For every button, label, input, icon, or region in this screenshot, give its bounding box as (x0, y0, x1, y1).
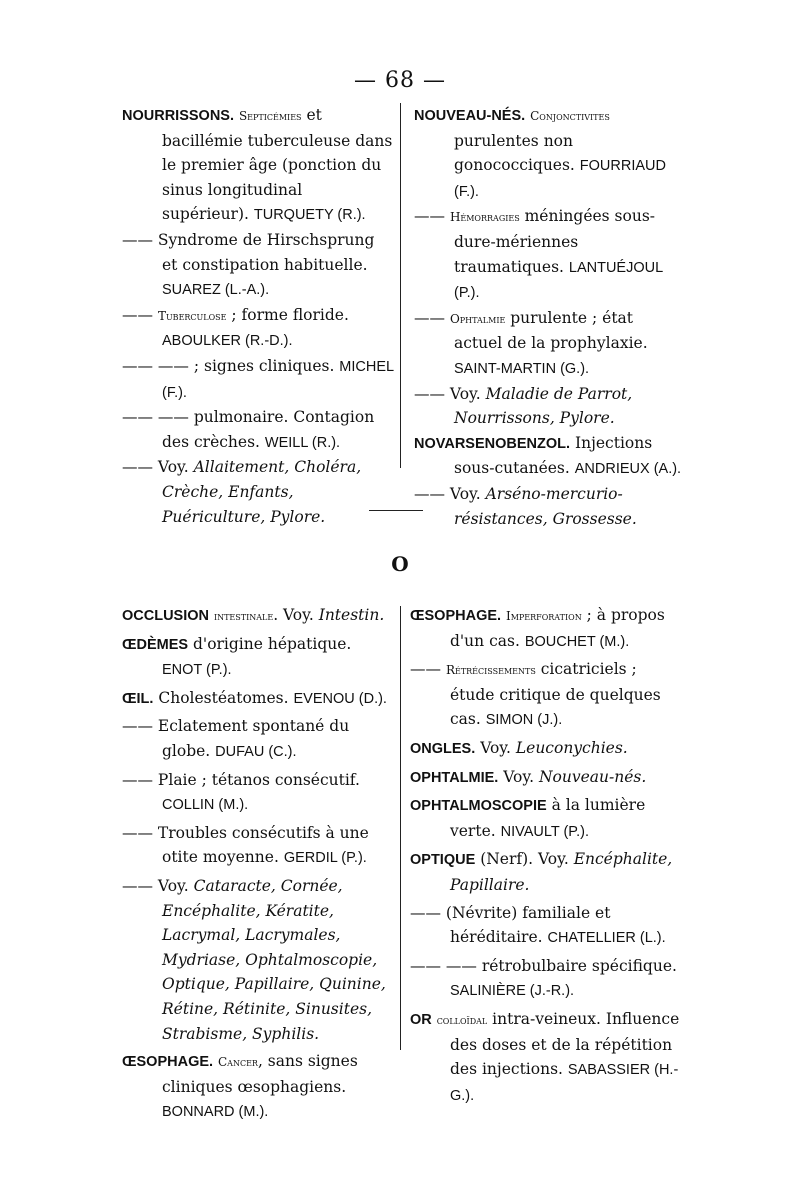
index-entry (122, 686, 394, 712)
entry-text: —— Troubles consécutifs à une otite moyenne. (122, 823, 369, 867)
entry-text: —— Voy. (414, 484, 486, 503)
cross-reference: Nouveau-nés. (538, 767, 647, 786)
author-name: EVENOU (D.). (293, 690, 387, 707)
entry-text: —— (414, 207, 450, 226)
index-column-top-left (122, 103, 394, 529)
author-name: SUAREZ (L.-A.). (162, 282, 270, 299)
index-entry (122, 405, 394, 455)
entry-text: méningées sous-dure-mériennes traumatiques. (454, 207, 656, 276)
index-entry (122, 303, 394, 354)
index-entry (414, 482, 686, 531)
index-entry (122, 714, 394, 764)
subheading: colloïdal (436, 1012, 488, 1027)
author-name: LANTUÉJOUL (P.). (454, 259, 663, 302)
index-entry (414, 103, 686, 204)
section-letter: O (391, 552, 409, 576)
author-name: BONNARD (M.). (162, 1104, 269, 1121)
entry-text: —— —— pulmonaire. Contagion des crèches. (122, 408, 375, 451)
author-name: SALINIÈRE (J.-R.). (450, 983, 575, 1000)
entry-keyword: OPHTALMOSCOPIE (410, 798, 547, 815)
author-name: FOURRIAUD (F.). (454, 158, 666, 200)
index-entry (410, 765, 682, 791)
entry-text: d'origine hépatique. (188, 634, 352, 653)
subheading: Hémorragies (449, 210, 520, 225)
entry-text: —— Eclatement spontané du globe. (122, 717, 350, 760)
author-name: DUFAU (C.). (215, 743, 297, 760)
entry-keyword: NOUVEAU-NÉS. (414, 108, 526, 124)
entry-text: —— —— ; signes cliniques. (122, 356, 340, 375)
subheading: intestinale (213, 609, 274, 623)
index-entry (410, 793, 682, 844)
entry-text: et bacillémie tuberculeuse dans le premier âge (ponction du sinus longitudinal supérieur). (162, 106, 393, 224)
entry-text: Voy. (498, 767, 539, 786)
index-entry (410, 1007, 682, 1108)
entry-text: cicatriciels ; étude critique de quelques cas. (450, 660, 661, 729)
index-entry (414, 204, 686, 305)
author-name: COLLIN (M.). (162, 797, 249, 814)
entry-text: —— Voy. (414, 384, 486, 403)
index-entry (122, 455, 394, 529)
entry-text: —— (414, 308, 450, 327)
entry-keyword: OPTIQUE (410, 852, 476, 869)
entry-text: . Voy. (273, 606, 319, 624)
index-entry (122, 768, 394, 818)
entry-text: ; à propos d'un cas. (450, 606, 665, 650)
entry-text: —— (122, 305, 158, 324)
index-entry (122, 874, 394, 1046)
index-entry (410, 901, 682, 951)
index-entry (414, 306, 686, 382)
entry-text: Voy. (475, 738, 516, 757)
entry-text: à la lumière verte. (450, 796, 646, 840)
index-entry (410, 954, 682, 1004)
subheading: Rétrécissements (445, 663, 536, 678)
author-name: GERDIL (P.). (283, 850, 367, 867)
column-divider-bottom (400, 606, 401, 1050)
cross-reference: Allaitement, Choléra, Crèche, Enfants, Puériculture, Pylore. (162, 458, 362, 526)
index-entry (410, 603, 682, 654)
author-name: WEILL (R.). (264, 434, 341, 451)
author-name: TURQUETY (R.). (253, 207, 366, 224)
cross-reference: Arséno-mercurio-résistances, Grossesse. (454, 484, 637, 528)
entry-text: —— (Névrite) familiale et héréditaire. (410, 903, 611, 947)
cross-reference: Intestin. (318, 606, 385, 624)
entry-text: —— Plaie ; tétanos consécutif. (122, 770, 360, 789)
index-entry (122, 1049, 394, 1125)
author-name: NIVAULT (P.). (500, 823, 589, 840)
column-divider-top (400, 103, 401, 468)
entry-keyword: OPHTALMIE. (410, 769, 499, 786)
page-number: — 68 — (354, 68, 446, 93)
author-name: BOUCHET (M.). (524, 633, 630, 650)
subheading: Ophtalmie (449, 311, 506, 326)
subheading: Septicémies (238, 109, 302, 123)
cross-reference: Leuconychies. (515, 738, 628, 757)
index-entry (410, 847, 682, 897)
cross-reference: Encéphalite, Papillaire. (450, 850, 673, 894)
index-column-bottom-right (410, 603, 682, 1111)
index-entry (122, 603, 394, 629)
entry-text: —— Voy. (122, 458, 194, 477)
index-entry (122, 354, 394, 405)
entry-text: , sans signes cliniques œsophagiens. (162, 1052, 358, 1096)
subheading: Cancer (217, 1055, 258, 1070)
entry-text: —— Voy. (122, 876, 194, 895)
section-separator (369, 510, 423, 511)
author-name: ENOT (P.). (162, 662, 232, 679)
subheading: Tuberculose (157, 308, 227, 323)
subheading: Imperforation (505, 609, 582, 623)
author-name: MICHEL (F.). (162, 358, 394, 401)
entry-keyword: OR (410, 1011, 432, 1028)
author-name: SABASSIER (H.-G.). (450, 1062, 679, 1104)
author-name: CHATELLIER (L.). (547, 930, 666, 947)
cross-reference: Cataracte, Cornée, Encéphalite, Kératite, Lacrymal, Lacrymales, Mydriase, Ophtalmoscopie, Optique, Papillaire, Quinine, Rétine, Rétinite, Sinusites, Strabisme, Syphilis. (162, 876, 386, 1043)
index-column-top-right (414, 103, 686, 531)
entry-text: —— —— rétrobulbaire spécifique. (410, 956, 677, 975)
index-column-bottom-left (122, 603, 394, 1128)
entry-text: —— (410, 660, 446, 679)
entry-text: intra-veineux. Influence des doses et de la répétition des injections. (450, 1009, 680, 1079)
cross-reference: Maladie de Parrot, Nourrissons, Pylore. (454, 384, 633, 428)
entry-keyword: ŒDÈMES (122, 636, 189, 653)
author-name: ANDRIEUX (A.). (574, 461, 682, 478)
entry-text: Injections sous-cutanées. (454, 433, 653, 478)
index-entry (414, 431, 686, 482)
index-entry (414, 382, 686, 431)
index-entry (410, 657, 682, 733)
author-name: SAINT-MARTIN (G.). (454, 360, 590, 377)
index-entry (410, 736, 682, 762)
entry-keyword: NOURRISSONS. (122, 108, 234, 124)
subheading: Conjonctivites (530, 109, 610, 123)
entry-text: purulente ; état actuel de la prophylaxie. (454, 308, 648, 353)
entry-keyword: ONGLES. (410, 740, 476, 757)
entry-text: —— Syndrome de Hirschsprung et constipation habituelle. (122, 230, 375, 274)
entry-text: purulentes non gonococciques. (454, 131, 580, 175)
entry-text: ; forme floride. (226, 305, 349, 324)
entry-keyword: ŒIL. (122, 690, 154, 707)
entry-keyword: NOVARSENOBENZOL. (414, 435, 571, 452)
entry-text: Cholestéatomes. (153, 688, 294, 707)
index-entry (122, 821, 394, 871)
entry-keyword: ŒSOPHAGE. (410, 608, 502, 624)
entry-text: (Nerf). Voy. (475, 850, 574, 869)
entry-keyword: ŒSOPHAGE. (122, 1054, 214, 1071)
index-entry (122, 228, 394, 303)
author-name: SIMON (J.). (485, 712, 563, 729)
author-name: ABOULKER (R.-D.). (162, 333, 293, 350)
index-entry (122, 632, 394, 683)
index-entry (122, 103, 394, 228)
entry-keyword: OCCLUSION (122, 608, 209, 624)
